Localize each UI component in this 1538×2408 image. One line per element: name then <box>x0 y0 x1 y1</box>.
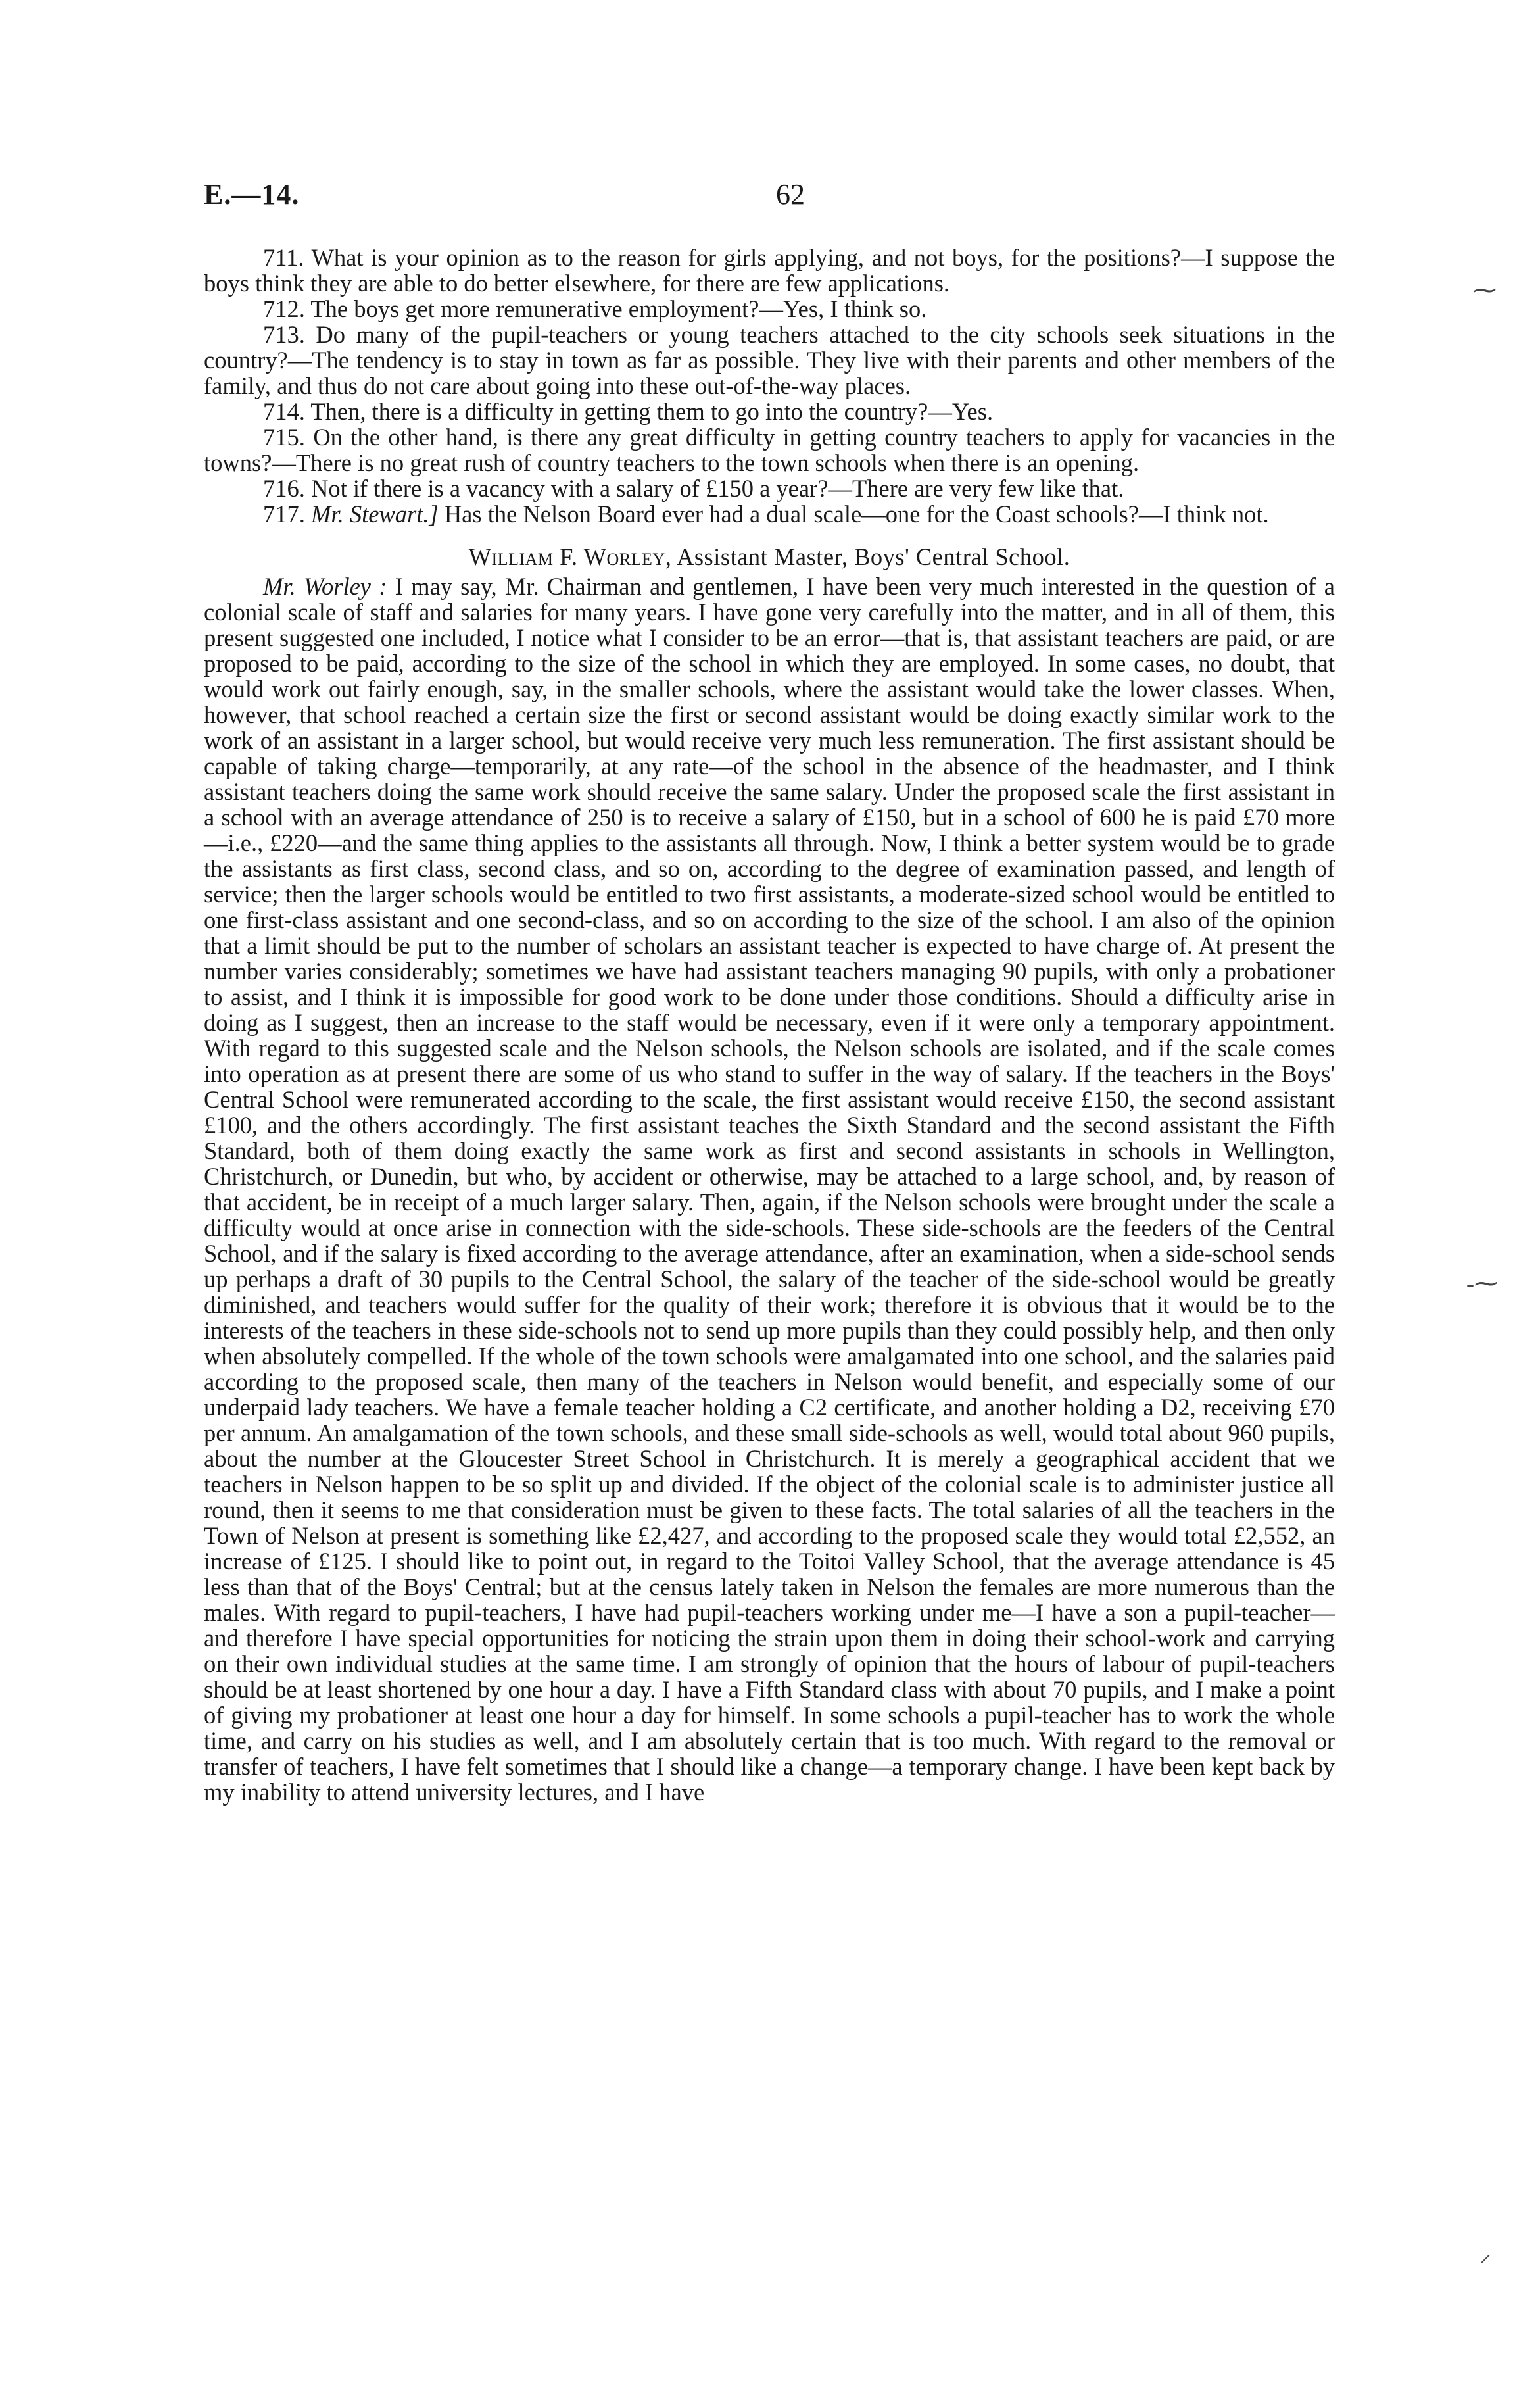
question-714 <box>204 399 1335 424</box>
question-text: What is your opinion as to the reason for girls applying, and not boys, for the positions?—I suppose the boys think they are able to do better elsewhere, for there are few applications. <box>204 244 1335 297</box>
question-number: 716. <box>263 475 305 502</box>
page-body <box>204 245 1335 1805</box>
statement-text: I may say, Mr. Chairman and gentlemen, I have been very much interested in the question of a colonial scale of staff and salaries for many years. I have gone very carefully into the matter, and in all of them, this present suggested one included, I notice what I consider to be an error—that is, that assistant teachers are paid, or are proposed to be paid, according to the size of the school in which they are employed. In some cases, no doubt, that would work out fairly enough, say, in the smaller schools, where the assistant would take the lower classes. When, however, that school reached a certain size the first or second assistant would be doing exactly similar work to the work of an assistant in a larger school, but would receive very much less remuneration. The first assistant should be capable of taking charge—temporarily, at any rate—of the school in the absence of the headmaster, and I think assistant teachers doing the same work should receive the same salary. Under the proposed scale the first assistant in a school with an average attendance of 250 is to receive a salary of £150, but in a school of 600 he is paid £70 more —i.e., £220—and the same thing applies to the assistants all through. Now, I think a better system would be to grade the assistants as first class, second class, and so on, according to the degree of examination passed, and length of service; then the larger schools would be entitled to two first assistants, a moderate-sized school would be entitled to one first-class assistant and one second-class, and so on according to the size of the school. I am also of the opinion that a limit should be put to the number of scholars an assistant teacher is expected to have charge of. At present the number varies considerably; sometimes we have had assistant teachers managing 90 pupils, with only a probationer to assist, and I think it is impossible for good work to be done under those conditions. Should a difficulty arise in doing as I suggest, then an increase to the staff would be necessary, even if it were only a temporary appointment. With regard to this suggested scale and the Nelson schools, the Nelson schools are isolated, and if the scale comes into operation as at present there are some of us who stand to suffer in the way of salary. If the teachers in the Boys' Central School were remunerated according to the scale, the first assistant would receive £150, the second assistant £100, and the others accordingly. The first assistant teaches the Sixth Standard and the second assistant the Fifth Standard, both of them doing exactly the same work as first and second assistants in schools in Wellington, Christchurch, or Dunedin, but who, by accident or otherwise, may be attached to a large school, and, by reason of that accident, be in receipt of a much larger salary. Then, again, if the Nelson schools were brought under the scale a difficulty would at once arise in connection with the side-schools. These side-schools are the feeders of the Central School, and if the salary is fixed according to the average attendance, after an examination, when a side-school sends up perhaps a draft of 30 pupils to the Central School, the salary of the teacher of the side-school would be greatly diminished, and teachers would suffer for the quality of their work; therefore it is obvious that it would be to the interests of the teachers in these side-schools not to send up more pupils than they could possibly help, and then only when absolutely compelled. If the whole of the town schools were amalgamated into one school, and the salaries paid according to the proposed scale, then many of the teachers in Nelson would benefit, and especially some of our underpaid lady teachers. We have a female teacher holding a C2 certificate, and another holding a D2, receiving £70 per annum. An amalgamation of the town schools, and these small side-schools as well, would total about 960 pupils, about the number at the Gloucester Street School in Christchurch. It is merely a geographical accident that we teachers in Nelson happen to be so split up and divided. If the object of the colonial scale is to administer justice all round, then it seems to me that consideration must be given to these facts. The total salaries of all the teachers in the Town of Nelson at present is something like £2,427, and according to the proposed scale they would total £2,552, an increase of £125. I should like to point out, in regard to the Toitoi Valley School, that the average attendance is 45 less than that of the Boys' Central; but at the census lately taken in Nelson the females are more numerous than the males. With regard to pupil-teachers, I have had pupil-teachers working under me—I have a son a pupil-teacher—and therefore I have special opportunities for noticing the strain upon them in doing their school-work and carrying on their own individual studies at the same time. I am strongly of opinion that the hours of labour of pupil-teachers should be at least shortened by one hour a day. I have a Fifth Standard class with about 70 pupils, and I make a point of giving my probationer at least one hour a day for himself. In some schools a pupil-teacher has to work the whole time, and carry on his studies as well, and I am absolutely certain that is too much. With regard to the removal or transfer of teachers, I have felt sometimes that I should like a change—a temporary change. I have been kept back by my inability to attend university lectures, and I have <box>204 573 1335 1806</box>
question-speaker: Mr. Stewart.] <box>311 501 439 528</box>
question-716 <box>204 476 1335 501</box>
question-713 <box>204 322 1335 399</box>
page-header <box>204 178 1335 224</box>
question-number: 714. <box>263 398 305 425</box>
question-text: Has the Nelson Board ever had a dual scale—one for the Coast schools?—I think not. <box>444 501 1269 528</box>
document-reference: E.—14. <box>204 178 300 210</box>
witness-title: , Assistant Master, Boys' Central School. <box>665 543 1070 570</box>
witness-heading <box>204 544 1335 570</box>
question-number: 715. <box>263 424 305 451</box>
question-number: 711. <box>263 244 304 271</box>
question-711 <box>204 245 1335 296</box>
page-number: 62 <box>776 178 805 210</box>
question-712 <box>204 296 1335 322</box>
question-text: Not if there is a vacancy with a salary of £150 a year?—There are very few like that. <box>311 475 1124 502</box>
question-717 <box>204 501 1335 527</box>
question-text: Then, there is a difficulty in getting them to go into the country?—Yes. <box>310 398 994 425</box>
margin-mark: ⸝ <box>1479 2240 1491 2267</box>
question-number: 712. <box>263 295 305 322</box>
question-number: 713. <box>263 321 305 348</box>
statement-speaker: Mr. Worley : <box>263 573 387 600</box>
margin-mark: -⁓ <box>1466 1270 1498 1296</box>
question-text: On the other hand, is there any great difficulty in getting country teachers to apply for vacancies in the towns?—There is no great rush of country teachers to the town schools when there is an opening. <box>204 424 1335 476</box>
margin-mark: ⁓ <box>1473 277 1497 303</box>
question-number: 717. <box>263 501 305 528</box>
question-text: Do many of the pupil-teachers or young teachers attached to the city schools seek situations in the country?—The tendency is to stay in town as far as possible. They live with their parents and other members of the family, and thus do not care about going into these out-of-the-way places. <box>204 321 1335 399</box>
question-715 <box>204 424 1335 476</box>
witness-name: William F. Worley <box>468 543 665 570</box>
question-text: The boys get more remunerative employment?—Yes, I think so. <box>310 295 927 322</box>
witness-statement <box>204 574 1335 1805</box>
